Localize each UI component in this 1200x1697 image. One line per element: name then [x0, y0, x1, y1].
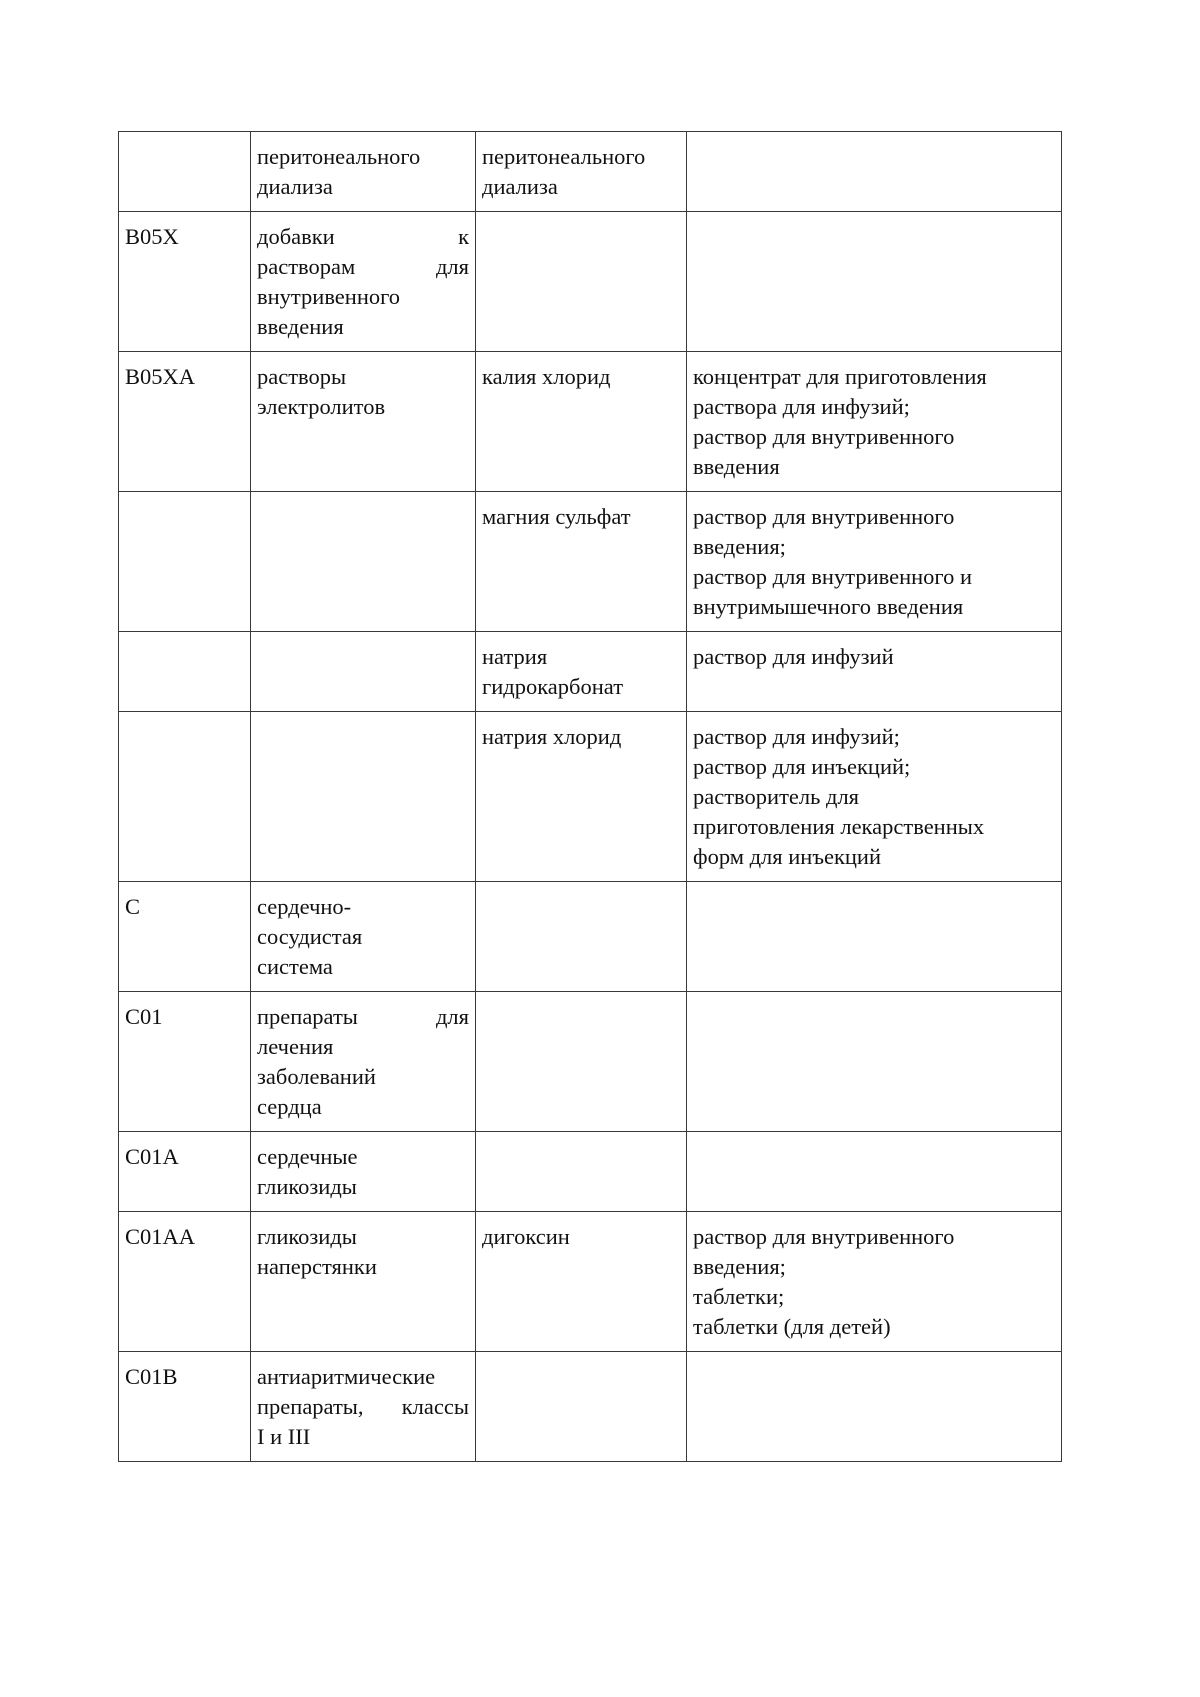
cell-text-line: дигоксин [482, 1224, 570, 1249]
cell-text-line: раствор для внутривенного [693, 504, 955, 529]
cell-text-line: внутривенного [257, 284, 401, 309]
atc-code-cell [119, 212, 251, 352]
atc-code: C01 [125, 1004, 163, 1029]
cell-text-line: антиаритмические [257, 1364, 436, 1389]
anatomical-group-cell [251, 492, 476, 632]
table-row [119, 212, 1062, 352]
table-row [119, 1212, 1062, 1352]
atc-code: B05XA [125, 364, 196, 389]
dosage-form-cell [687, 212, 1062, 352]
anatomical-group-cell [251, 212, 476, 352]
cell-text-line: система [257, 954, 333, 979]
drug-name-cell [476, 352, 687, 492]
atc-code-cell [119, 1352, 251, 1462]
table-row [119, 992, 1062, 1132]
cell-word: для [435, 1004, 469, 1029]
dosage-form-cell [687, 882, 1062, 992]
cell-text-line: растворитель для [693, 784, 860, 809]
cell-text-line: таблетки (для детей) [693, 1314, 891, 1339]
cell-text-line: магния сульфат [482, 504, 631, 529]
anatomical-group-cell [251, 992, 476, 1132]
atc-code: B05X [125, 224, 179, 249]
cell-text-line: форм для инъекций [693, 844, 882, 869]
anatomical-group-cell [251, 132, 476, 212]
cell-word: препараты, [257, 1394, 364, 1419]
cell-text-line: I и III [257, 1424, 311, 1449]
drug-name-cell [476, 712, 687, 882]
atc-code-cell [119, 882, 251, 992]
cell-text-line: введения [693, 454, 780, 479]
cell-text-line: раствора для инфузий; [693, 394, 910, 419]
atc-code-cell [119, 1132, 251, 1212]
cell-word: добавки [257, 224, 335, 249]
drug-name-cell [476, 212, 687, 352]
cell-text-line: наперстянки [257, 1254, 377, 1279]
cell-word: для [435, 254, 469, 279]
dosage-form-cell [687, 1212, 1062, 1352]
anatomical-group-cell [251, 632, 476, 712]
anatomical-group-cell [251, 352, 476, 492]
cell-text-line: раствор для инфузий [693, 644, 894, 669]
cell-text-line: сердца [257, 1094, 322, 1119]
table-row [119, 1132, 1062, 1212]
drug-name-cell [476, 992, 687, 1132]
cell-text-line: раствор для внутривенного [693, 424, 955, 449]
cell-text-line: таблетки; [693, 1284, 785, 1309]
cell-text-line: перитонеального [257, 144, 421, 169]
cell-text-line: сердечные [257, 1144, 358, 1169]
cell-text-line: диализа [257, 174, 333, 199]
drug-name-cell [476, 132, 687, 212]
table-row [119, 132, 1062, 212]
cell-text-line: диализа [482, 174, 558, 199]
atc-code-cell [119, 712, 251, 882]
atc-code-cell [119, 492, 251, 632]
cell-text-line [257, 222, 469, 252]
atc-code: C01A [125, 1144, 179, 1169]
drug-name-cell [476, 632, 687, 712]
drug-name-cell [476, 492, 687, 632]
cell-text-line: введения [257, 314, 344, 339]
atc-code-cell [119, 632, 251, 712]
cell-text-line: заболеваний [257, 1064, 376, 1089]
table-row [119, 1352, 1062, 1462]
cell-text-line: электролитов [257, 394, 386, 419]
cell-text-line: гликозиды [257, 1224, 357, 1249]
atc-code-cell [119, 132, 251, 212]
cell-text-line: сердечно- [257, 894, 352, 919]
atc-code-cell [119, 352, 251, 492]
cell-text-line: натрия хлорид [482, 724, 622, 749]
cell-text-line: раствор для внутривенного [693, 1224, 955, 1249]
cell-text-line: внутримышечного введения [693, 594, 964, 619]
cell-text-line: приготовления лекарственных [693, 814, 985, 839]
table-row [119, 712, 1062, 882]
cell-text-line: раствор для инфузий; [693, 724, 900, 749]
drug-name-cell [476, 1212, 687, 1352]
cell-word: классы [401, 1394, 469, 1419]
cell-text-line [257, 1002, 469, 1032]
dosage-form-cell [687, 1352, 1062, 1462]
cell-text-line: растворы [257, 364, 347, 389]
cell-text-line [257, 1392, 469, 1422]
atc-code: C01B [125, 1364, 178, 1389]
dosage-form-cell [687, 712, 1062, 882]
cell-word: препараты [257, 1004, 358, 1029]
dosage-form-cell [687, 132, 1062, 212]
dosage-form-cell [687, 1132, 1062, 1212]
cell-text-line: раствор для инъекций; [693, 754, 911, 779]
atc-code: C [125, 894, 141, 919]
drug-table [118, 131, 1062, 1462]
dosage-form-cell [687, 632, 1062, 712]
table-row [119, 882, 1062, 992]
table-row [119, 632, 1062, 712]
atc-code: C01AA [125, 1224, 196, 1249]
cell-text-line: сосудистая [257, 924, 363, 949]
drug-name-cell [476, 1132, 687, 1212]
cell-text-line [257, 252, 469, 282]
anatomical-group-cell [251, 1352, 476, 1462]
cell-text-line: лечения [257, 1034, 334, 1059]
cell-text-line: гидрокарбонат [482, 674, 624, 699]
anatomical-group-cell [251, 712, 476, 882]
table-row [119, 352, 1062, 492]
cell-word: к [458, 224, 469, 249]
cell-text-line: гликозиды [257, 1174, 357, 1199]
dosage-form-cell [687, 492, 1062, 632]
cell-text-line: раствор для внутривенного и [693, 564, 973, 589]
cell-text-line: введения; [693, 1254, 786, 1279]
cell-text-line: перитонеального [482, 144, 646, 169]
anatomical-group-cell [251, 882, 476, 992]
cell-text-line: калия хлорид [482, 364, 611, 389]
cell-text-line: введения; [693, 534, 786, 559]
drug-name-cell [476, 882, 687, 992]
table-body [119, 132, 1062, 1462]
cell-text-line: натрия [482, 644, 548, 669]
atc-code-cell [119, 992, 251, 1132]
dosage-form-cell [687, 992, 1062, 1132]
dosage-form-cell [687, 352, 1062, 492]
cell-text-line: концентрат для приготовления [693, 364, 987, 389]
anatomical-group-cell [251, 1132, 476, 1212]
cell-word: растворам [257, 254, 356, 279]
atc-code-cell [119, 1212, 251, 1352]
anatomical-group-cell [251, 1212, 476, 1352]
table-row [119, 492, 1062, 632]
drug-name-cell [476, 1352, 687, 1462]
